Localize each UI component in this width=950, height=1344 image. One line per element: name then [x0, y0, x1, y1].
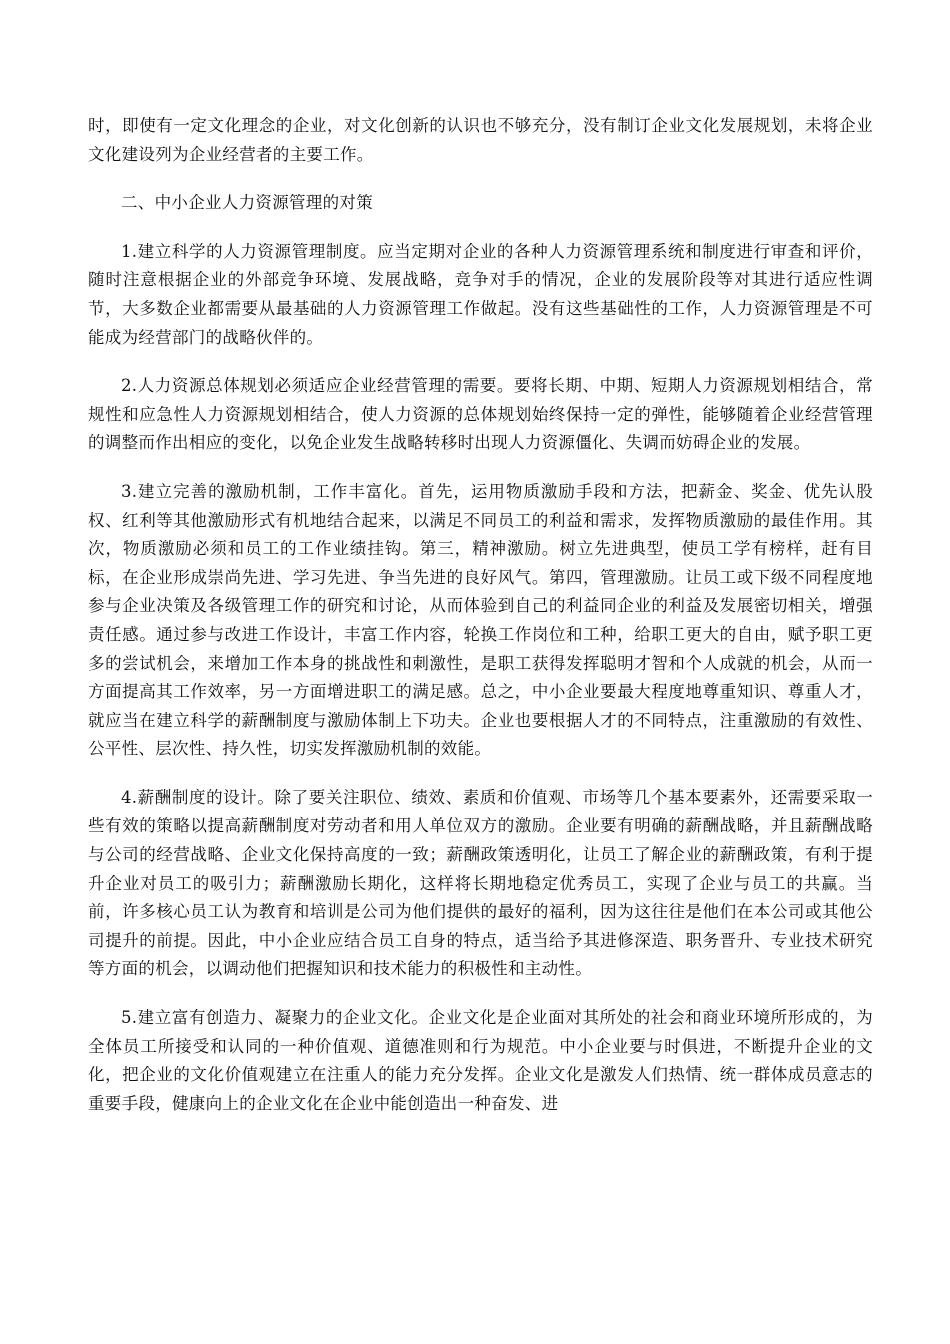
- paragraph-1: 1.建立科学的人力资源管理制度。应当定期对企业的各种人力资源管理系统和制度进行审查和评价，随时注意根据企业的外部竞争环境、发展战略，竞争对手的情况，企业的发展阶段等对其进行适应性调节，大多数企业都需要从最基础的人力资源管理工作做起。没有这些基础性的工作，人力资源管理是不可能成为经营部门的战略伙伴的。: [88, 241, 873, 347]
- paragraph-4: 4.薪酬制度的设计。除了要关注职位、绩效、素质和价值观、市场等几个基本要素外，还需要采取一些有效的策略以提高薪酬制度对劳动者和用人单位双方的激励。企业要有明确的薪酬战略，并且薪酬战略与公司的经营战略、企业文化保持高度的一致；薪酬政策透明化，让员工了解企业的薪酬政策，有利于提升企业对员工的吸引力；薪酬激励长期化，这样将长期地稳定优秀员工，实现了企业与员工的共赢。当前，许多核心员工认为教育和培训是公司为他们提供的最好的福利，因为这往往是他们在本公司或其他公司提升的前提。因此，中小企业应结合员工自身的特点，适当给予其进修深造、职务晋升、专业技术研究等方面的机会，以调动他们把握知识和技术能力的积极性和主动性。: [88, 787, 873, 979]
- section-heading: 二、中小企业人力资源管理的对策: [121, 193, 373, 213]
- paragraph-3: 3.建立完善的激励机制，工作丰富化。首先，运用物质激励手段和方法，把薪金、奖金、优先认股权、红利等其他激励形式有机地结合起来，以满足不同员工的利益和需求，发挥物质激励的最佳作用。其次，物质激励必须和员工的工作业绩挂钩。第三，精神激励。树立先进典型，使员工学有榜样，赶有目标，在企业形成崇尚先进、学习先进、争当先进的良好风气。第四，管理激励。让员工或下级不同程度地参与企业决策及各级管理工作的研究和讨论，从而体验到自己的利益同企业的利益及发展密切相关，增强责任感。通过参与改进工作设计，丰富工作内容，轮换工作岗位和工种，给职工更大的自由，赋予职工更多的尝试机会，来增加工作本身的挑战性和刺激性，是职工获得发挥聪明才智和个人成就的机会，从而一方面提高其工作效率，另一方面增进职工的满足感。总之，中小企业要最大程度地尊重知识、尊重人才，就应当在建立科学的薪酬制度与激励体制上下功夫。企业也要根据人才的不同特点，注重激励的有效性、公平性、层次性、持久性，切实发挥激励机制的效能。: [88, 481, 873, 759]
- paragraph-5: 5.建立富有创造力、凝聚力的企业文化。企业文化是企业面对其所处的社会和商业环境所形成的，为全体员工所接受和认同的一种价值观、道德准则和行为规范。中小企业要与时俱进，不断提升企业的文化，把企业的文化价值观建立在注重人的能力充分发挥。企业文化是激发人们热情、统一群体成员意志的重要手段，健康向上的企业文化在企业中能创造出一种奋发、进: [88, 1008, 873, 1113]
- paragraph-2: 2.人力资源总体规划必须适应企业经营管理的需要。要将长期、中期、短期人力资源规划相结合，常规性和应急性人力资源规划相结合，使人力资源的总体规划始终保持一定的弹性，能够随着企业经营管理的调整而作出相应的变化，以免企业发生战略转移时出现人力资源僵化、失调而妨碍企业的发展。: [88, 376, 873, 453]
- document-page: [88, 112, 873, 1118]
- continuation-paragraph: 时，即使有一定文化理念的企业，对文化创新的认识也不够充分，没有制订企业文化发展规划，未将企业文化建设列为企业经营者的主要工作。: [88, 116, 873, 164]
